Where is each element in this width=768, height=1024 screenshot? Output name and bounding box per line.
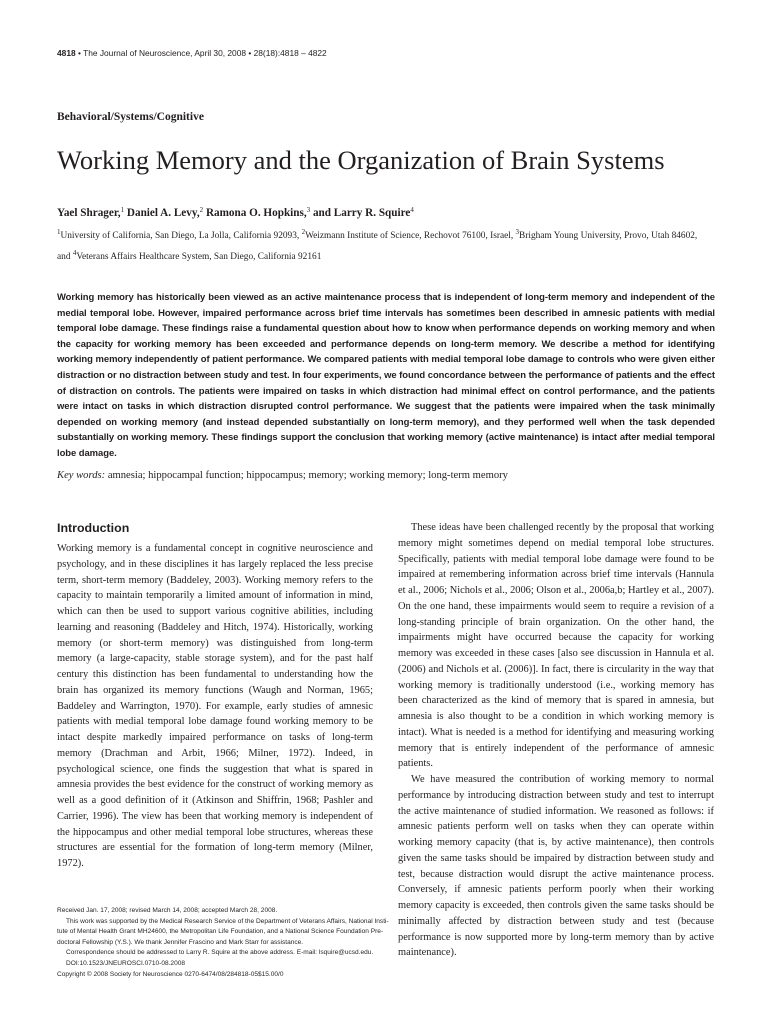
- affiliation-mark: 4: [72, 249, 77, 257]
- keywords-list: amnesia; hippocampal function; hippocampus; memory; working memory; long-term memory: [105, 470, 508, 481]
- left-column: [57, 520, 373, 872]
- funding-note-line: doctoral Fellowship (Y.S.). We thank Jennifer Frascino and Mark Starr for assistance.: [57, 938, 304, 946]
- affiliation-mark: 3: [515, 228, 520, 236]
- author-name: Ramona O. Hopkins,: [203, 207, 307, 219]
- running-head: [57, 48, 327, 58]
- keywords: [57, 470, 508, 481]
- journal-citation: • The Journal of Neuroscience, April 30, 2008 • 28(18):4818 – 4822: [75, 48, 327, 58]
- affiliation-text: Veterans Affairs Healthcare System, San Diego, California 92161: [76, 252, 322, 262]
- author-affiliation-mark: 1: [120, 206, 125, 214]
- affiliation-mark: 1: [57, 228, 61, 236]
- body-paragraph: We have measured the contribution of working memory to normal performance by introducing distraction between study and test to interrupt the active maintenance of studied information. We reasoned as follows: if amnesic patients perform well on tasks when they can operate within working memory capacity (that is, by active maintenance), then controls given the same tasks should be impaired by distraction between study and test, because distraction would disrupt the active maintenance process. Conversely, if amnesic patients perform poorly when their working memory capacity is exceeded, then controls given the same tasks should be minimally affected by distraction between study and test (because performance is now supported more by long-term memory than by active maintenance).: [398, 774, 714, 959]
- affiliation-text: Brigham Young University, Provo, Utah 84602, and: [57, 231, 698, 262]
- author-name: and Larry R. Squire: [310, 207, 411, 219]
- author-affiliation-mark: 2: [199, 206, 204, 214]
- affiliations: [57, 224, 713, 266]
- copyright-line: Copyright © 2008 Society for Neuroscience 0270-6474/08/284818-05$15.00/0: [57, 970, 284, 978]
- section-heading-introduction: Introduction: [57, 521, 130, 535]
- body-paragraph: Working memory is a fundamental concept in cognitive neuroscience and psychology, and in these disciplines it has largely replaced the less precise term, short-term memory (Baddeley, 2003). Working memory refers to the capacity to maintain temporarily a limited amount of information in mind, which can then be used to support various cognitive abilities, including learning and reasoning (Baddeley and Hitch, 1974). Historically, working memory (or short-term memory) was distinguished from long-term memory (a large-capacity, stable storage system), and for the past half century this distinction has been fundamental to understanding how the brain has organized its memory functions (Waugh and Norman, 1965; Baddeley and Warrington, 1970). For example, early studies of amnesic patients with medial temporal lobe damage found working memory to be intact despite markedly impaired performance on tasks of long-term memory (Drachman and Arbit, 1966; Milner, 1972). Indeed, in psychological science, one finds the suggestion that what is spared in amnesia provides the best evidence for the construct of working memory as well as a good definition of it (Atkinson and Shiffrin, 1968; Pashler and Carrier, 1996). The view has been that working memory is independent of the hippocampus and other medial temporal lobe structures, whereas these structures are essential for the formation of long-term memory (Milner, 1972).: [57, 543, 373, 869]
- section-label: Behavioral/Systems/Cognitive: [57, 111, 204, 123]
- footnotes: [57, 906, 389, 980]
- affiliation-text: Weizmann Institute of Science, Rechovot 76100, Israel,: [305, 231, 516, 241]
- received-dates: Received Jan. 17, 2008; revised March 14, 2008; accepted March 28, 2008.: [57, 907, 278, 914]
- author-name: Yael Shrager,: [57, 207, 121, 219]
- author-affiliation-mark: 3: [306, 206, 311, 214]
- author-list: [57, 206, 414, 219]
- right-column: [398, 520, 714, 961]
- abstract: Working memory has historically been viewed as an active maintenance process that is independent of long-term memory and independent of the medial temporal lobe. However, impaired performance across brief time intervals has sometimes been described in amnesic patients with medial temporal lobe damage. These findings raise a fundamental question about how to know when performance depends on working memory and when the capacity for working memory has been exceeded and performance depends on long-term memory. We describe a method for identifying working memory independently of patient performance. We compared patients with medial temporal lobe damage to controls who were given either distraction or no distraction between study and test. In four experiments, we found concordance between the performance of patients and the effect of distraction on controls. The patients were impaired on tasks in which distraction had minimal effect on control performance, and the patients were intact on tasks in which distraction disrupted control performance. We suggest that the patients were impaired when the task minimally depended on working memory (and instead depended substantially on long-term memory), and they performed well when the task depended substantially on working memory. These findings support the conclusion that working memory (active maintenance) is intact after medial temporal lobe damage.: [57, 292, 715, 459]
- keywords-label: Key words:: [57, 470, 106, 481]
- affiliation-mark: 2: [301, 228, 306, 236]
- body-paragraph: These ideas have been challenged recently by the proposal that working memory might sometimes depend on medial temporal lobe structures. Specifically, patients with medial temporal lobe damage were found to be impaired at remembering information across brief time intervals (Hannula et al., 2006; Nichols et al., 2006; Olson et al., 2006a,b; Hartley et al., 2007). On the one hand, these impairments would seem to require a revision of a long-standing principle of brain organization. On the other hand, the impairments might have occurred because the capacity for working memory was exceeded in these cases [also see discussion in Hannula et al. (2006) and Nichols et al. (2006)]. In fact, there is circularity in the way that working memory is traditionally understood (i.e., working memory has been characterized as the kind of memory that is spared in amnesia, but amnesia is also thought to be a condition in which working memory is intact). What is needed is a method for identifying and measuring working memory that is entirely independent of the performance of amnesic patients.: [398, 522, 714, 770]
- author-affiliation-mark: 4: [410, 206, 414, 214]
- funding-note-line: tute of Mental Health Grant MH24600, the Metropolitan Life Foundation, and a National Science Foundation Pre-: [57, 928, 384, 936]
- affiliation-text: University of California, San Diego, La Jolla, California 92093,: [60, 231, 302, 241]
- author-name: Daniel A. Levy,: [124, 207, 200, 219]
- correspondence-note: Correspondence should be addressed to Larry R. Squire at the above address. E-mail: lsquire@ucsd.edu.: [66, 949, 374, 957]
- doi: DOI:10.1523/JNEUROSCI.0710-08.2008: [66, 959, 186, 967]
- funding-note-line: This work was supported by the Medical Research Service of the Department of Veterans Affairs, National Insti-: [66, 917, 389, 925]
- article-title: Working Memory and the Organization of Brain Systems: [57, 145, 665, 175]
- page-number: 4818: [57, 48, 76, 58]
